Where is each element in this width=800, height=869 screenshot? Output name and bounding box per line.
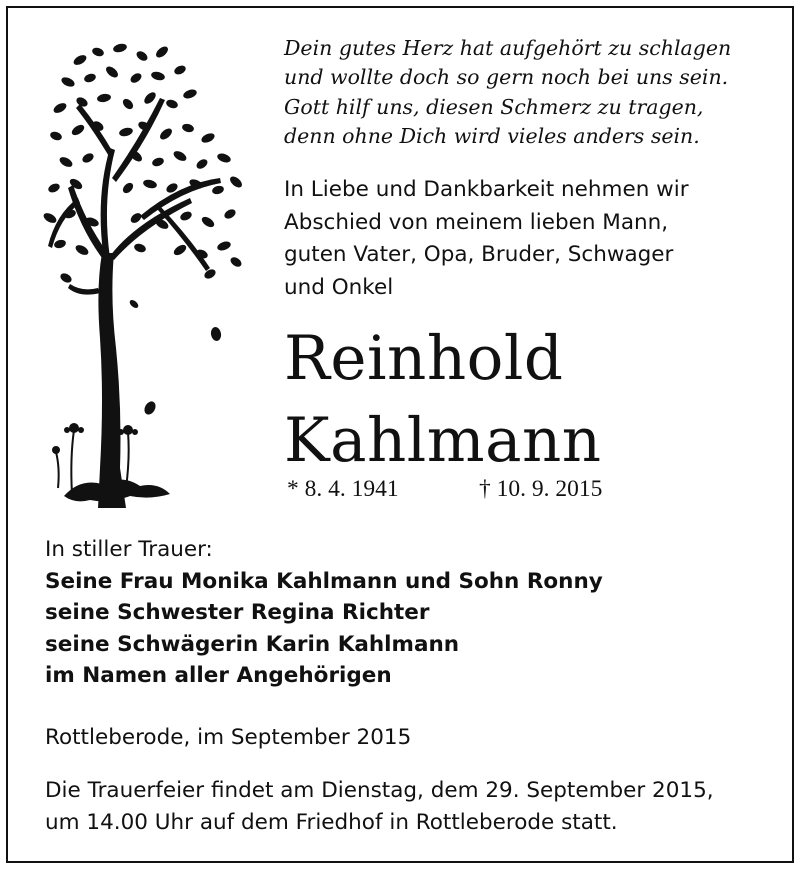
poem-line: denn ohne Dich wird vieles anders sein. (284, 123, 700, 148)
intro-line: Abschied von meinem lieben Mann, (284, 209, 669, 235)
poem-line: Gott hilf uns, diesen Schmerz zu tragen, (284, 94, 704, 119)
funeral-line: Die Trauerfeier findet am Dienstag, dem 29. September 2015, (45, 778, 714, 803)
deceased-name (284, 318, 784, 482)
poem-line: und wollte doch so gern noch bei uns sein. (284, 65, 729, 90)
mourner-name: seine Schwägerin Karin Kahlmann (45, 631, 460, 657)
intro-line: und Onkel (284, 274, 394, 300)
mourners-block (45, 534, 785, 692)
deceased-last-name: Kahlmann (284, 405, 602, 476)
poem-line: Dein gutes Herz hat aufgehört zu schlagen (284, 36, 732, 60)
mourner-name: im Namen aller Angehörigen (45, 663, 392, 688)
place-and-date: Rottleberode, im September 2015 (45, 725, 412, 750)
mourner-name: seine Schwester Regina Richter (45, 600, 430, 625)
intro-text (284, 174, 784, 304)
death-date: † 10. 9. 2015 (479, 476, 603, 502)
mourner-name: Seine Frau Monika Kahlmann und Sohn Ronny (45, 568, 603, 594)
deceased-first-name: Reinhold (284, 323, 564, 394)
intro-line: guten Vater, Opa, Bruder, Schwager (284, 242, 674, 267)
poem (284, 34, 784, 151)
tree-silhouette-icon (40, 38, 250, 508)
funeral-line: um 14.00 Uhr auf dem Friedhof in Rottleberode statt. (45, 809, 618, 835)
intro-line: In Liebe und Dankbarkeit nehmen wir (284, 177, 689, 202)
life-dates (287, 474, 603, 504)
birth-date: * 8. 4. 1941 (287, 476, 399, 502)
funeral-info (45, 775, 785, 838)
mourners-heading: In stiller Trauer: (45, 537, 213, 562)
